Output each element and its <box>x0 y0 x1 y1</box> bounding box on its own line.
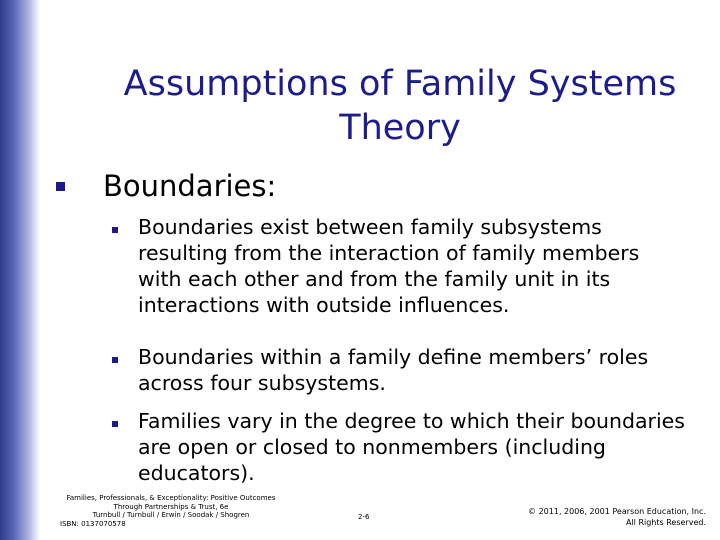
square-bullet-icon <box>112 357 118 363</box>
slide-title <box>100 62 700 150</box>
sub-bullet-text: Families vary in the degree to which their boundaries are open or closed to nonmembers (including educators). <box>138 409 685 485</box>
heading-text: Boundaries: <box>103 169 277 203</box>
sub-bullet <box>112 214 692 318</box>
copyright-notice <box>528 506 706 528</box>
book-title-line-2: Through Partnerships & Trust, 6e <box>113 502 229 511</box>
copyright-line: © 2011, 2006, 2001 Pearson Education, Inc. <box>528 507 706 516</box>
book-title-line-1: Families, Professionals, & Exceptionality: Positive Outcomes <box>66 494 276 502</box>
sub-bullet-text: Boundaries exist between family subsystems resulting from the interaction of family members with each other and from the family unit in its interactions with outside influences. <box>138 215 640 317</box>
heading-bullet <box>56 166 276 206</box>
rights-line: All Rights Reserved. <box>625 518 706 527</box>
book-citation <box>56 494 286 528</box>
side-gradient-bar <box>0 0 40 540</box>
page-number: 2-6 <box>358 513 370 521</box>
square-bullet-icon <box>112 227 118 233</box>
sub-bullet <box>112 344 692 396</box>
square-bullet-icon <box>56 182 65 191</box>
sub-bullet-text: Boundaries within a family define members’ roles across four subsystems. <box>138 345 649 395</box>
book-isbn: ISBN: 0137070578 <box>60 519 126 528</box>
square-bullet-icon <box>112 421 118 427</box>
book-authors: Turnbull / Turnbull / Erwin / Soodak / Shogren <box>92 511 250 520</box>
sub-bullet <box>112 408 692 486</box>
slide-title-line-1: Assumptions of Family Systems <box>123 64 677 104</box>
slide-title-line-2: Theory <box>339 108 461 148</box>
